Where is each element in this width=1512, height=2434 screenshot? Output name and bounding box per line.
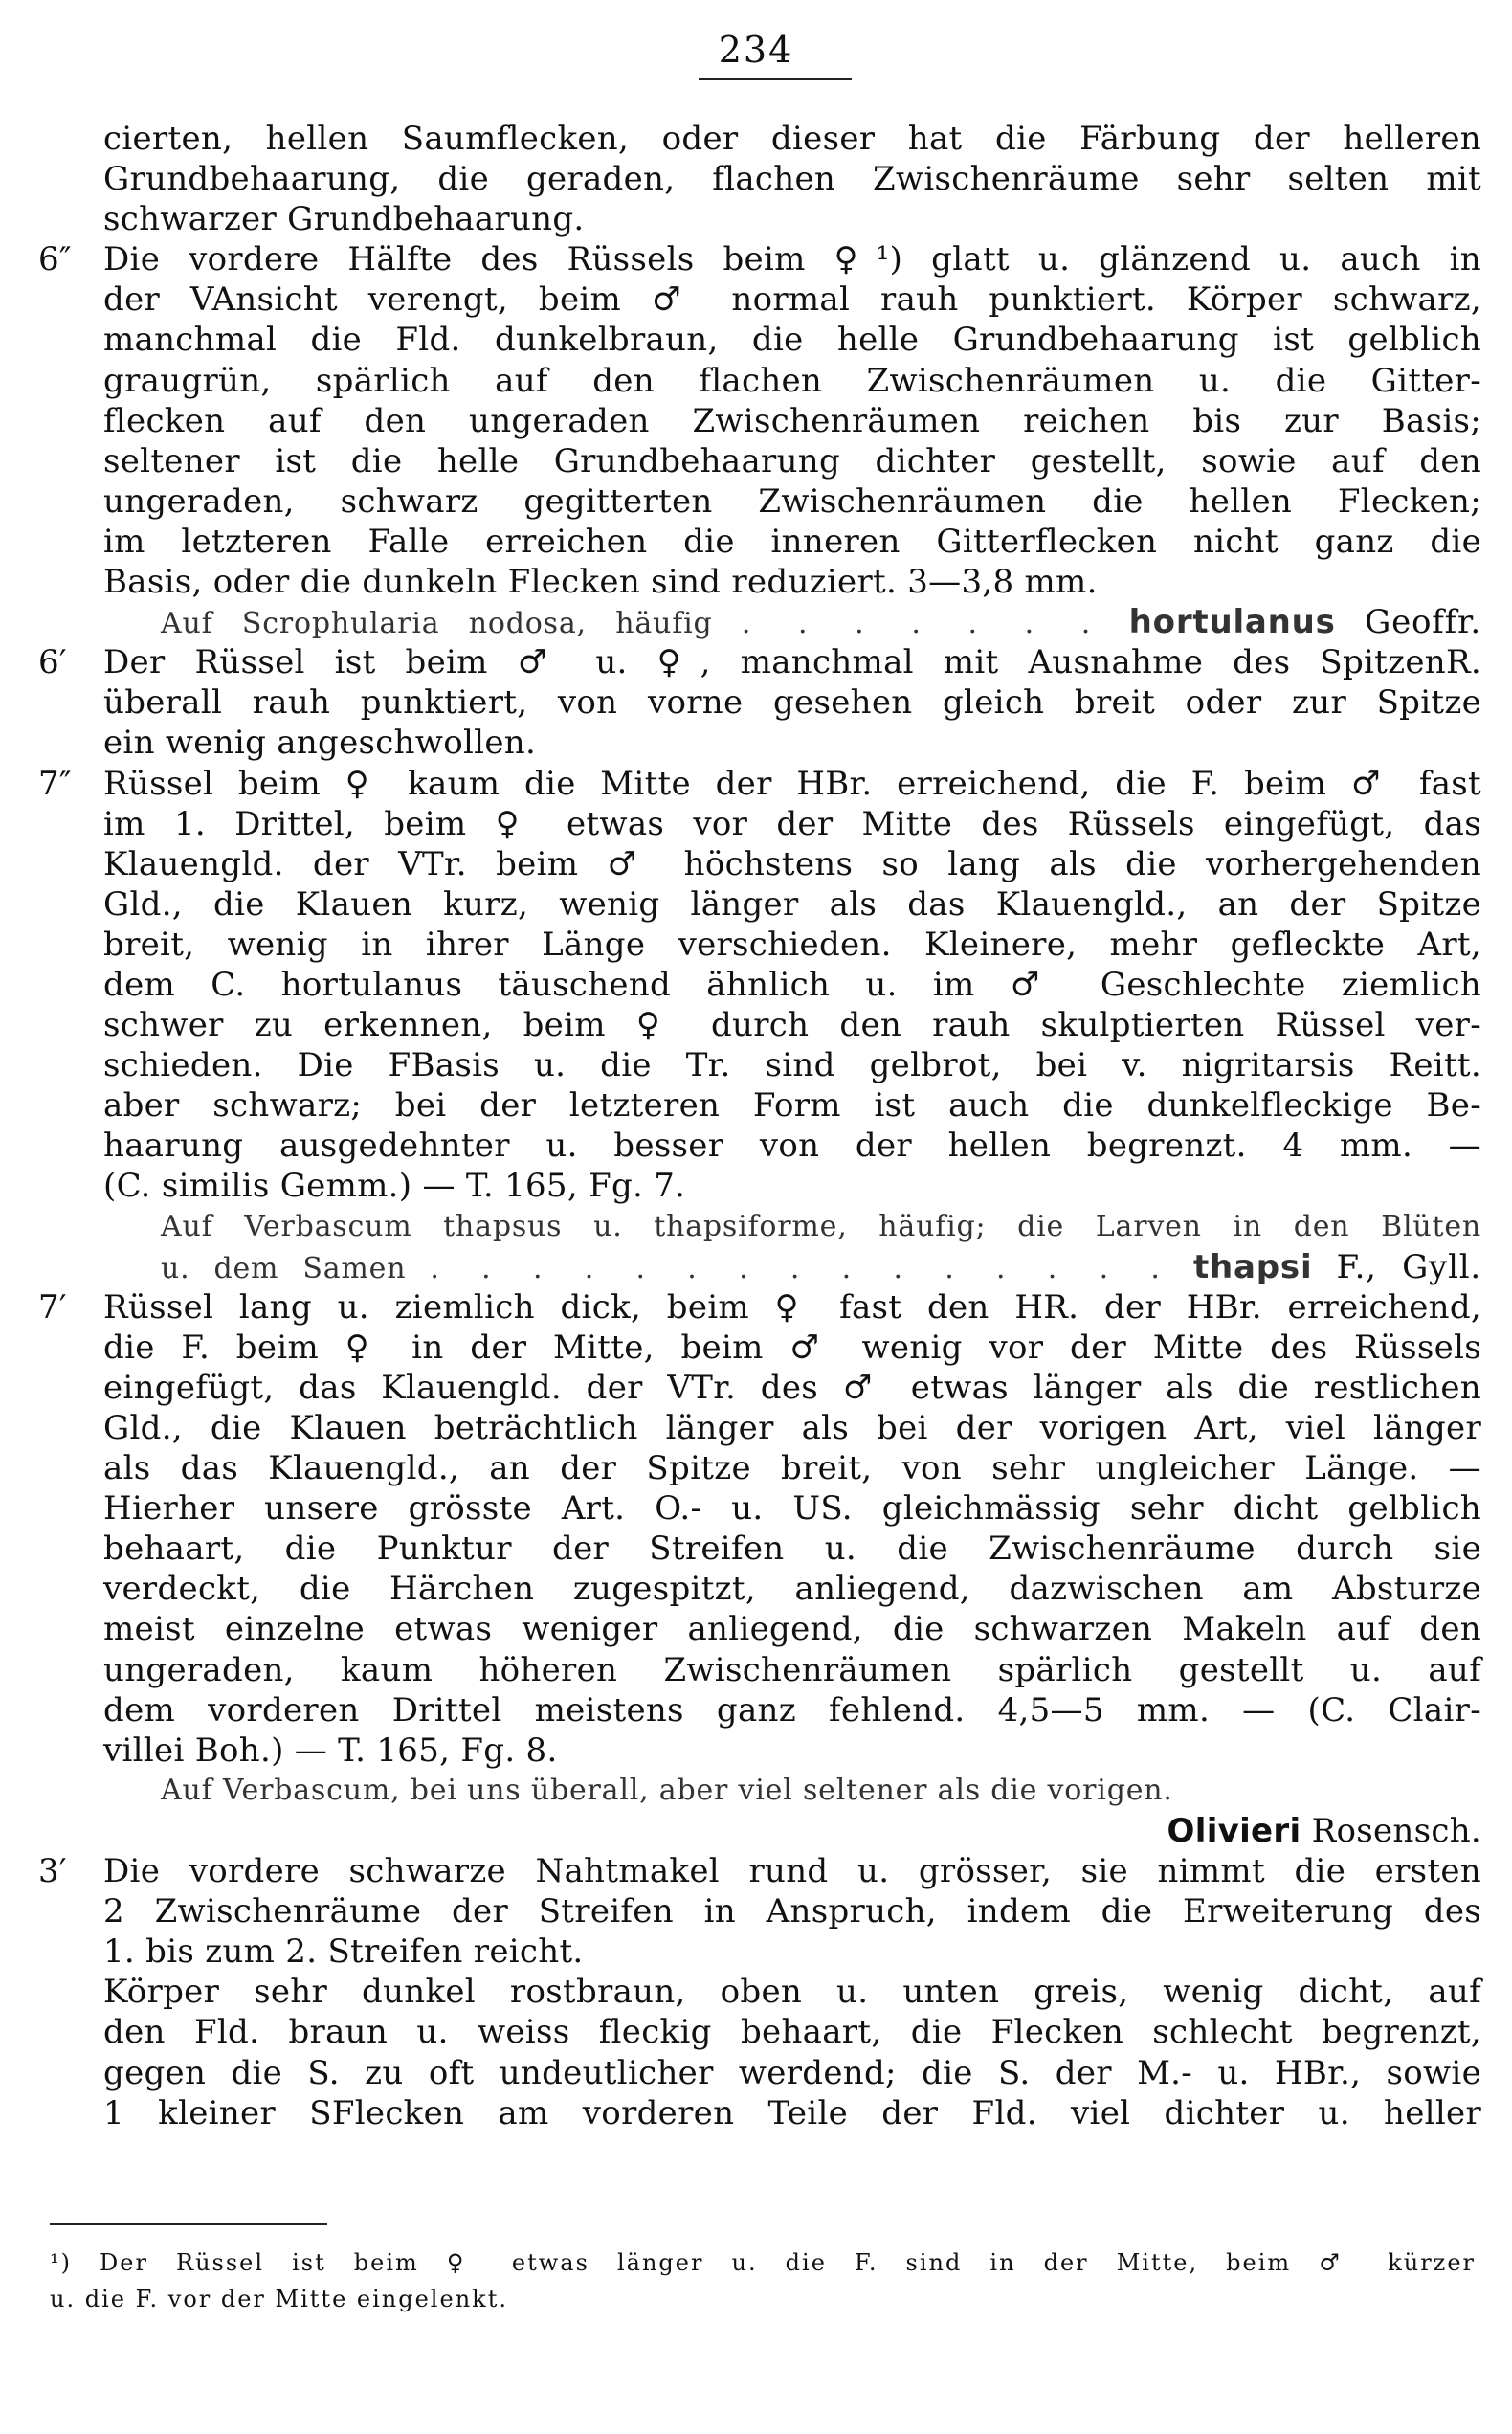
leader-dots: . . . . . . .	[741, 607, 1101, 641]
line-text: breit, wenig in ihrer Länge verschieden. Kleinere, mehr gefleckte Art,	[103, 925, 1481, 964]
key-number: 6″	[38, 240, 72, 279]
text-line	[103, 562, 1481, 602]
key-number: 6′	[38, 643, 67, 682]
line-text: flecken auf den ungeraden Zwischenräumen reichen bis zur Basis;	[103, 401, 1481, 440]
host-plant-line	[103, 1247, 1481, 1287]
line-text: schieden. Die FBasis u. die Tr. sind gelbrot, bei v. nigritarsis Reitt.	[103, 1046, 1481, 1085]
text-line	[103, 1731, 1481, 1771]
line-text: die F. beim ♀ in der Mitte, beim ♂ wenig vor der Mitte des Rüssels	[103, 1328, 1481, 1367]
main-text	[38, 119, 1482, 2133]
text-line	[103, 1932, 1481, 1972]
line-text: Hierher unsere grösste Art. O.- u. US. gleichmässig sehr dicht gelblich	[103, 1489, 1481, 1529]
line-text: ungeraden, schwarz gegitterten Zwischenräumen die hellen Flecken;	[103, 481, 1481, 521]
text-line	[103, 441, 1481, 481]
host-plant-line	[103, 602, 1481, 642]
text-line	[38, 239, 1481, 279]
text-line	[103, 884, 1481, 925]
line-text: seltener ist die helle Grundbehaarung dichter gestellt, sowie auf den	[103, 441, 1481, 480]
page-number: 234	[718, 29, 794, 71]
line-text: verdeckt, die Härchen zugespitzt, anliegend, dazwischen am Absturze	[103, 1570, 1481, 1609]
line-text: 2 Zwischenräume der Streifen in Anspruch, indem die Erweiterung des	[103, 1892, 1481, 1932]
line-text: schwarzer Grundbehaarung.	[103, 200, 585, 239]
text-line	[38, 1851, 1481, 1891]
host-plant-line	[103, 1207, 1481, 1247]
text-line	[103, 844, 1481, 884]
text-line	[103, 1891, 1481, 1932]
text-line	[103, 320, 1481, 360]
line-text: u. dem Samen	[161, 1251, 407, 1285]
text-line	[103, 1972, 1481, 2012]
text-line	[103, 1045, 1481, 1085]
line-text: Klauengld. der VTr. beim ♂ höchstens so lang als die vorhergehenden	[103, 844, 1481, 883]
species-name: hortulanus	[1128, 603, 1336, 642]
line-text: Die vordere schwarze Nahtmakel rund u. grösser, sie nimmt die ersten	[103, 1852, 1481, 1891]
text-line	[103, 1328, 1481, 1368]
line-text: Auf Verbascum, bei uns überall, aber viel seltener als die vorigen.	[161, 1773, 1173, 1807]
line-text: Rüssel lang u. ziemlich dick, beim ♀ fast den HR. der HBr. erreichend,	[103, 1287, 1481, 1327]
line-text: 1 kleiner SFlecken am vorderen Teile der Fld. viel dichter u. heller	[103, 2093, 1481, 2133]
header-rule	[699, 78, 852, 80]
line-text: dem vorderen Drittel meistens ganz fehlend. 4,5—5 mm. — (C. Clair-	[103, 1690, 1481, 1730]
line-text: Rüssel beim ♀ kaum die Mitte der HBr. erreichend, die F. beim ♂ fast	[103, 764, 1481, 803]
key-number: 7′	[38, 1287, 67, 1327]
text-line	[103, 481, 1481, 522]
text-line	[103, 965, 1481, 1005]
species-author: Rosensch.	[1311, 1811, 1481, 1850]
text-line	[103, 1085, 1481, 1126]
line-text: Die vordere Hälfte des Rüssels beim ♀¹) glatt u. glänzend u. auch in	[103, 240, 1481, 279]
line-text: aber schwarz; bei der letzteren Form ist auch die dunkelfleckige Be-	[103, 1086, 1481, 1126]
line-text: cierten, hellen Saumflecken, oder dieser hat die Färbung der helleren	[103, 120, 1481, 158]
line-text: haarung ausgedehnter u. besser von der hellen begrenzt. 4 mm. —	[103, 1127, 1481, 1166]
text-line	[38, 1287, 1481, 1328]
line-text: Auf Verbascum thapsus u. thapsiforme, häufig; die Larven in den Blüten	[161, 1209, 1481, 1243]
key-number: 7″	[38, 764, 72, 803]
line-text: gegen die S. zu oft undeutlicher werdend; die S. der M.- u. HBr., sowie	[103, 2053, 1481, 2092]
species-name: Olivieri	[1167, 1811, 1301, 1850]
text-line	[103, 2053, 1481, 2093]
text-line	[103, 1448, 1481, 1488]
line-text: behaart, die Punktur der Streifen u. die Zwischenräume durch sie	[103, 1530, 1481, 1569]
line-text: Auf Scrophularia nodosa, häufig	[161, 607, 713, 641]
line-text: der VAnsicht verengt, beim ♂ normal rauh punktiert. Körper schwarz,	[103, 280, 1481, 320]
line-text: Gld., die Klauen beträchtlich länger als bei der vorigen Art, viel länger	[103, 1409, 1481, 1447]
key-number: 3′	[38, 1852, 67, 1891]
text-line	[103, 1609, 1481, 1649]
line-text: graugrün, spärlich auf den flachen Zwischenräumen u. die Gitter-	[103, 361, 1481, 400]
text-line	[103, 2093, 1481, 2133]
text-line	[103, 159, 1481, 199]
leader-dots: . . . . . . . . . . . . . . .	[430, 1251, 1169, 1285]
species-name: thapsi	[1192, 1247, 1313, 1286]
text-line	[103, 119, 1481, 159]
line-text: Grundbehaarung, die geraden, flachen Zwischenräume sehr selten mit	[103, 160, 1481, 199]
line-text: manchmal die Fld. dunkelbraun, die helle Grundbehaarung ist gelblich	[103, 321, 1481, 360]
text-line	[103, 1005, 1481, 1045]
text-line	[38, 642, 1481, 682]
text-line	[103, 279, 1481, 320]
line-text: meist einzelne etwas weniger anliegend, die schwarzen Makeln auf den	[103, 1610, 1481, 1649]
text-line	[103, 1569, 1481, 1609]
text-line	[103, 1166, 1481, 1206]
species-author: Geoffr.	[1365, 603, 1481, 642]
text-line	[103, 1650, 1481, 1690]
text-line	[103, 682, 1481, 723]
text-line	[103, 925, 1481, 965]
text-line	[103, 1408, 1481, 1448]
line-text: schwer zu erkennen, beim ♀ durch den rauh skulptierten Rüssel ver-	[103, 1006, 1481, 1045]
text-line	[103, 1690, 1481, 1731]
text-line	[103, 1368, 1481, 1408]
footnote-line: u. die F. vor der Mitte eingelenkt.	[50, 2286, 508, 2312]
species-author: F., Gyll.	[1336, 1247, 1482, 1286]
footnote	[50, 2244, 1476, 2317]
line-text: ein wenig angeschwollen.	[103, 724, 537, 763]
line-text: ungeraden, kaum höheren Zwischenräumen spärlich gestellt u. auf	[103, 1650, 1481, 1689]
host-plant-line	[103, 1771, 1481, 1811]
footnote-rule	[50, 2223, 327, 2225]
line-text: eingefügt, das Klauengld. der VTr. des ♂ etwas länger als die restlichen	[103, 1368, 1481, 1407]
line-text: den Fld. braun u. weiss fleckig behaart, die Flecken schlecht begrenzt,	[103, 2013, 1481, 2052]
line-text: als das Klauengld., an der Spitze breit, von sehr ungleicher Länge. —	[103, 1449, 1481, 1488]
text-line	[103, 1488, 1481, 1529]
text-line	[103, 804, 1481, 844]
line-text: dem C. hortulanus täuschend ähnlich u. im ♂ Geschlechte ziemlich	[103, 965, 1481, 1004]
text-line	[38, 764, 1481, 804]
line-text: villei Boh.) — T. 165, Fg. 8.	[103, 1731, 558, 1770]
text-line	[103, 199, 1481, 239]
text-line	[103, 401, 1481, 441]
line-text: Basis, oder die dunkeln Flecken sind reduziert. 3—3,8 mm.	[103, 563, 1098, 602]
text-line	[103, 1529, 1481, 1569]
line-text: im letzteren Falle erreichen die inneren Gitterflecken nicht ganz die	[103, 522, 1481, 561]
species-name-line	[103, 1811, 1481, 1851]
line-text: 1. bis zum 2. Streifen reicht.	[103, 1932, 584, 1972]
line-text: im 1. Drittel, beim ♀ etwas vor der Mitte des Rüssels eingefügt, das	[103, 804, 1481, 843]
text-line	[103, 522, 1481, 562]
text-line	[103, 361, 1481, 401]
line-text: Der Rüssel ist beim ♂ u. ♀, manchmal mit Ausnahme des SpitzenR.	[103, 643, 1481, 682]
footnote-line: ¹) Der Rüssel ist beim ♀ etwas länger u. die F. sind in der Mitte, beim ♂ kürzer	[50, 2249, 1476, 2276]
text-line	[103, 723, 1481, 763]
line-text: Gld., die Klauen kurz, wenig länger als das Klauengld., an der Spitze	[103, 884, 1481, 924]
text-line	[103, 2012, 1481, 2052]
line-text: (C. similis Gemm.) — T. 165, Fg. 7.	[103, 1167, 686, 1206]
line-text: Körper sehr dunkel rostbraun, oben u. unten greis, wenig dicht, auf	[103, 1973, 1481, 2012]
line-text: überall rauh punktiert, von vorne gesehen gleich breit oder zur Spitze	[103, 683, 1481, 723]
text-line	[103, 1126, 1481, 1166]
